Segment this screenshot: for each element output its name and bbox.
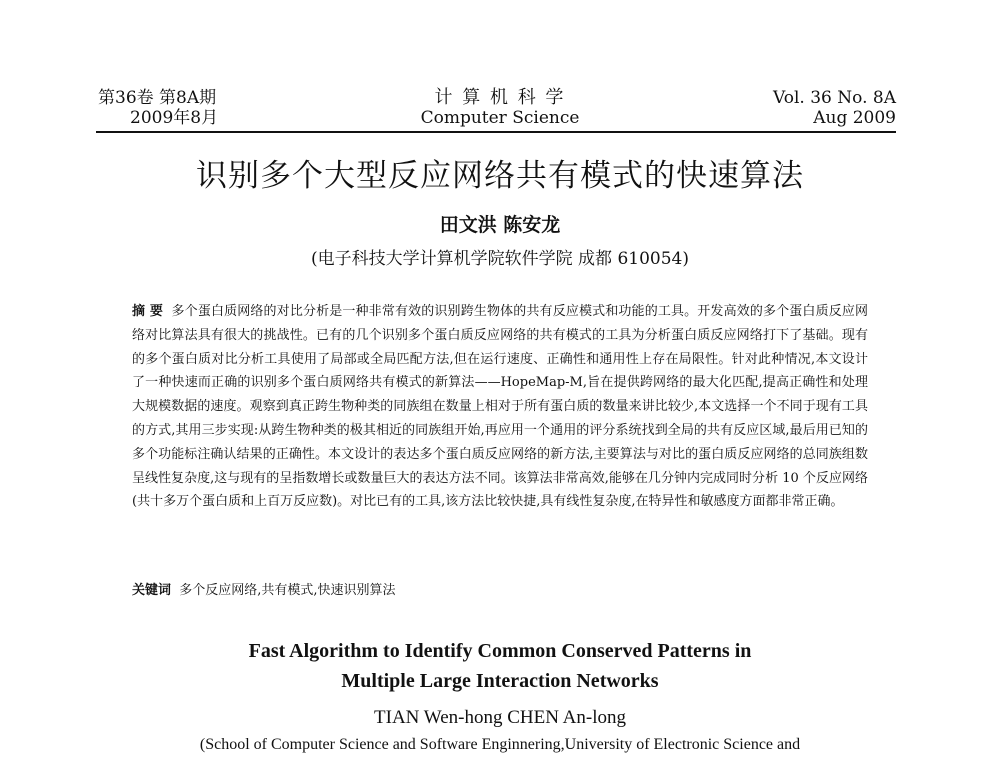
journal-name-en: Computer Science [420,108,580,128]
keywords-label: 关键词 [132,583,172,598]
authors-cn: 田文洪 陈安龙 [439,214,561,236]
abstract-label: 摘 要 [132,304,163,319]
abstract [132,300,868,514]
affiliation-cn: (电子科技大学计算机学院软件学院 成都 610054) [311,249,689,269]
date-cn: 2009年8月 [130,108,219,128]
header-rule [96,131,896,133]
paper-title-cn: 识别多个大型反应网络共有模式的快速算法 [196,158,804,194]
volume-issue-en: Vol. 36 No. 8A [773,88,896,108]
abstract-text: 多个蛋白质网络的对比分析是一种非常有效的识别跨生物体的共有反应模式和功能的工具。开发高效的多个蛋白质反应网络对比算法具有很大的挑战性。已有的几个识别多个蛋白质反应网络的共有模式的工具为分析蛋白质反应网络打下了基础。现有的多个蛋白质对比分析工具使用了局部或全局匹配方法,但在运行速度、正确性和通用性上存在局限性。针对此种情况,本文设计了一种快速而正确的识别多个蛋白质网络共有模式的新算法——HopeMap-M,旨在提供跨网络的最大化匹配,提高正确性和处理大规模数据的速度。观察到真正跨生物种类的同族组在数量上相对于所有蛋白质的数量来讲比较少,本文选择一个不同于现有工具的方式,其用三步实现:从跨生物种类的极其相近的同族组开始,再应用一个通用的评分系统找到全局的共有反应区域,最后用已知的多个功能标注确认结果的正确性。本文设计的表达多个蛋白质反应网络的新方法,主要算法与对比的蛋白质反应网络的总同族组数呈线性复杂度,这与现有的呈指数增长或数量巨大的表达方法不同。该算法非常高效,能够在几分钟内完成同时分析 10 个反应网络(共十多万个蛋白质和上百万反应数)。对比已有的工具,该方法比较快捷,具有线性复杂度,在特异性和敏感度方面都非常正确。 [132,304,869,510]
date-en: Aug 2009 [813,108,896,128]
keywords [132,580,396,602]
affiliation-en: (School of Computer Science and Software Enginnering,University of Electronic Science and [199,736,801,753]
keywords-text: 多个反应网络,共有模式,快速识别算法 [179,583,396,598]
journal-name-cn: 计 算 机 科 学 [434,87,566,108]
paper-title-en-line1: Fast Algorithm to Identify Common Conserved Patterns in [248,640,752,662]
volume-issue-cn: 第36卷 第8A期 [98,88,217,108]
authors-en: TIAN Wen-hong CHEN An-long [374,707,626,728]
paper-title-en-line2: Multiple Large Interaction Networks [341,670,659,692]
